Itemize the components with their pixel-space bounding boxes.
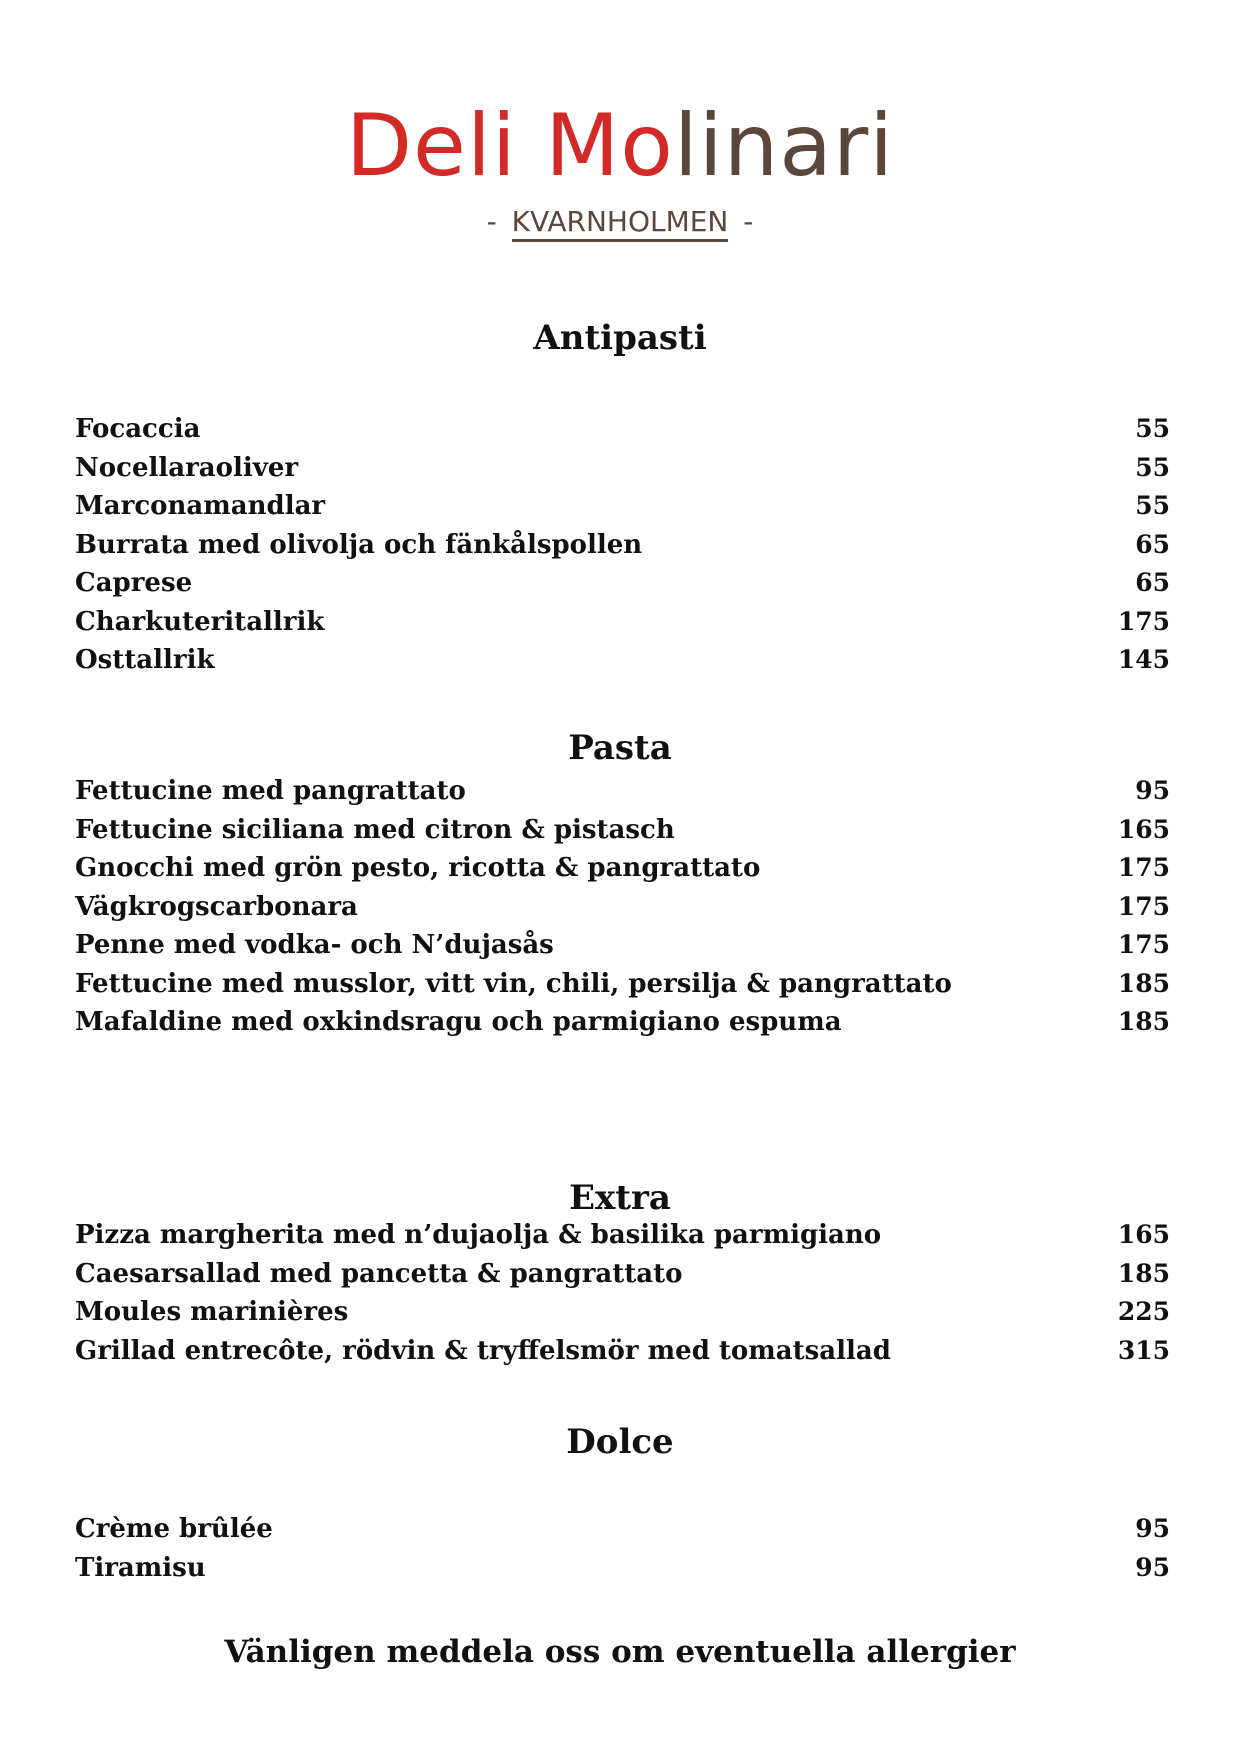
item-name: Osttallrik [75,645,215,675]
item-name: Fettucine med pangrattato [75,776,466,806]
menu-item [75,1549,1170,1588]
item-name: Mafaldine med oxkindsragu och parmigiano espuma [75,1007,842,1037]
logo-title-brown: linari [673,96,895,196]
item-name: Marconamandlar [75,491,326,521]
section-title-dolce: Dolce [566,1422,674,1462]
item-name: Caesarsallad med pancetta & pangrattato [75,1258,683,1289]
menu-item [75,811,1170,850]
allergy-notice: Vänligen meddela oss om eventuella allergier [224,1634,1016,1670]
item-name: Focaccia [75,414,201,444]
item-name: Tiramisu [75,1552,206,1583]
section-items-dolce [75,1510,1170,1587]
menu-item [75,410,1170,449]
section-title-extra: Extra [569,1178,671,1218]
menu-item [75,888,1170,927]
menu-item [75,965,1170,1004]
menu-item [75,487,1170,526]
menu-item [75,926,1170,965]
menu-item [75,1510,1170,1549]
item-price: 55 [1135,452,1170,482]
section-title-antipasti: Antipasti [533,318,707,358]
item-price: 55 [1135,491,1170,520]
item-name: Crème brûlée [75,1514,273,1544]
item-price: 65 [1135,529,1170,559]
logo-location: KVARNHOLMEN [512,205,729,242]
section-items-pasta [75,772,1170,1042]
item-price: 175 [1117,606,1170,636]
restaurant-logo [0,96,1240,242]
item-price: 95 [1135,1552,1170,1582]
menu-item [75,1293,1170,1332]
menu-item [75,526,1170,565]
item-price: 185 [1117,968,1170,998]
logo-title [0,96,1240,196]
item-price: 185 [1117,1258,1170,1288]
item-name: Caprese [75,568,193,598]
item-price: 165 [1117,814,1170,844]
logo-dash-right: - [743,205,754,238]
menu-item [75,449,1170,488]
logo-dash-left: - [486,205,497,238]
item-name: Gnocchi med grön pesto, ricotta & pangrattato [75,853,761,883]
item-name: Burrata med olivolja och fänkålspollen [75,529,643,560]
menu-item [75,603,1170,642]
item-name: Fettucine med musslor, vitt vin, chili, persilja & pangrattato [75,968,952,999]
section-items-extra [75,1216,1170,1370]
item-price: 165 [1117,1220,1170,1249]
item-name: Vägkrogscarbonara [75,891,358,922]
item-price: 95 [1135,776,1170,805]
item-name: Penne med vodka- och N’dujasås [75,930,554,960]
item-name: Pizza margherita med n’dujaolja & basilika parmigiano [75,1220,882,1250]
item-name: Nocellaraoliver [75,452,299,483]
menu-item [75,641,1170,680]
item-price: 145 [1117,645,1170,674]
item-price: 175 [1117,853,1170,882]
item-price: 175 [1117,930,1170,959]
menu-item [75,772,1170,811]
menu-item [75,564,1170,603]
item-name: Fettucine siciliana med citron & pistasch [75,814,675,845]
section-title-pasta: Pasta [568,728,672,768]
logo-subtitle [0,202,1240,242]
item-price: 315 [1117,1335,1170,1365]
item-price: 185 [1117,1007,1170,1036]
item-price: 225 [1117,1297,1170,1326]
menu-item [75,1332,1170,1371]
section-items-antipasti [75,410,1170,680]
item-price: 95 [1135,1514,1170,1543]
item-price: 65 [1135,568,1170,597]
item-price: 175 [1117,891,1170,921]
item-name: Moules marinières [75,1297,349,1327]
menu-item [75,1003,1170,1042]
item-name: Grillad entrecôte, rödvin & tryffelsmör med tomatsallad [75,1335,891,1366]
item-price: 55 [1135,414,1170,443]
menu-item [75,1216,1170,1255]
item-name: Charkuteritallrik [75,606,325,637]
logo-title-red: Deli Mo [345,96,674,196]
menu-item [75,849,1170,888]
menu-item [75,1255,1170,1294]
